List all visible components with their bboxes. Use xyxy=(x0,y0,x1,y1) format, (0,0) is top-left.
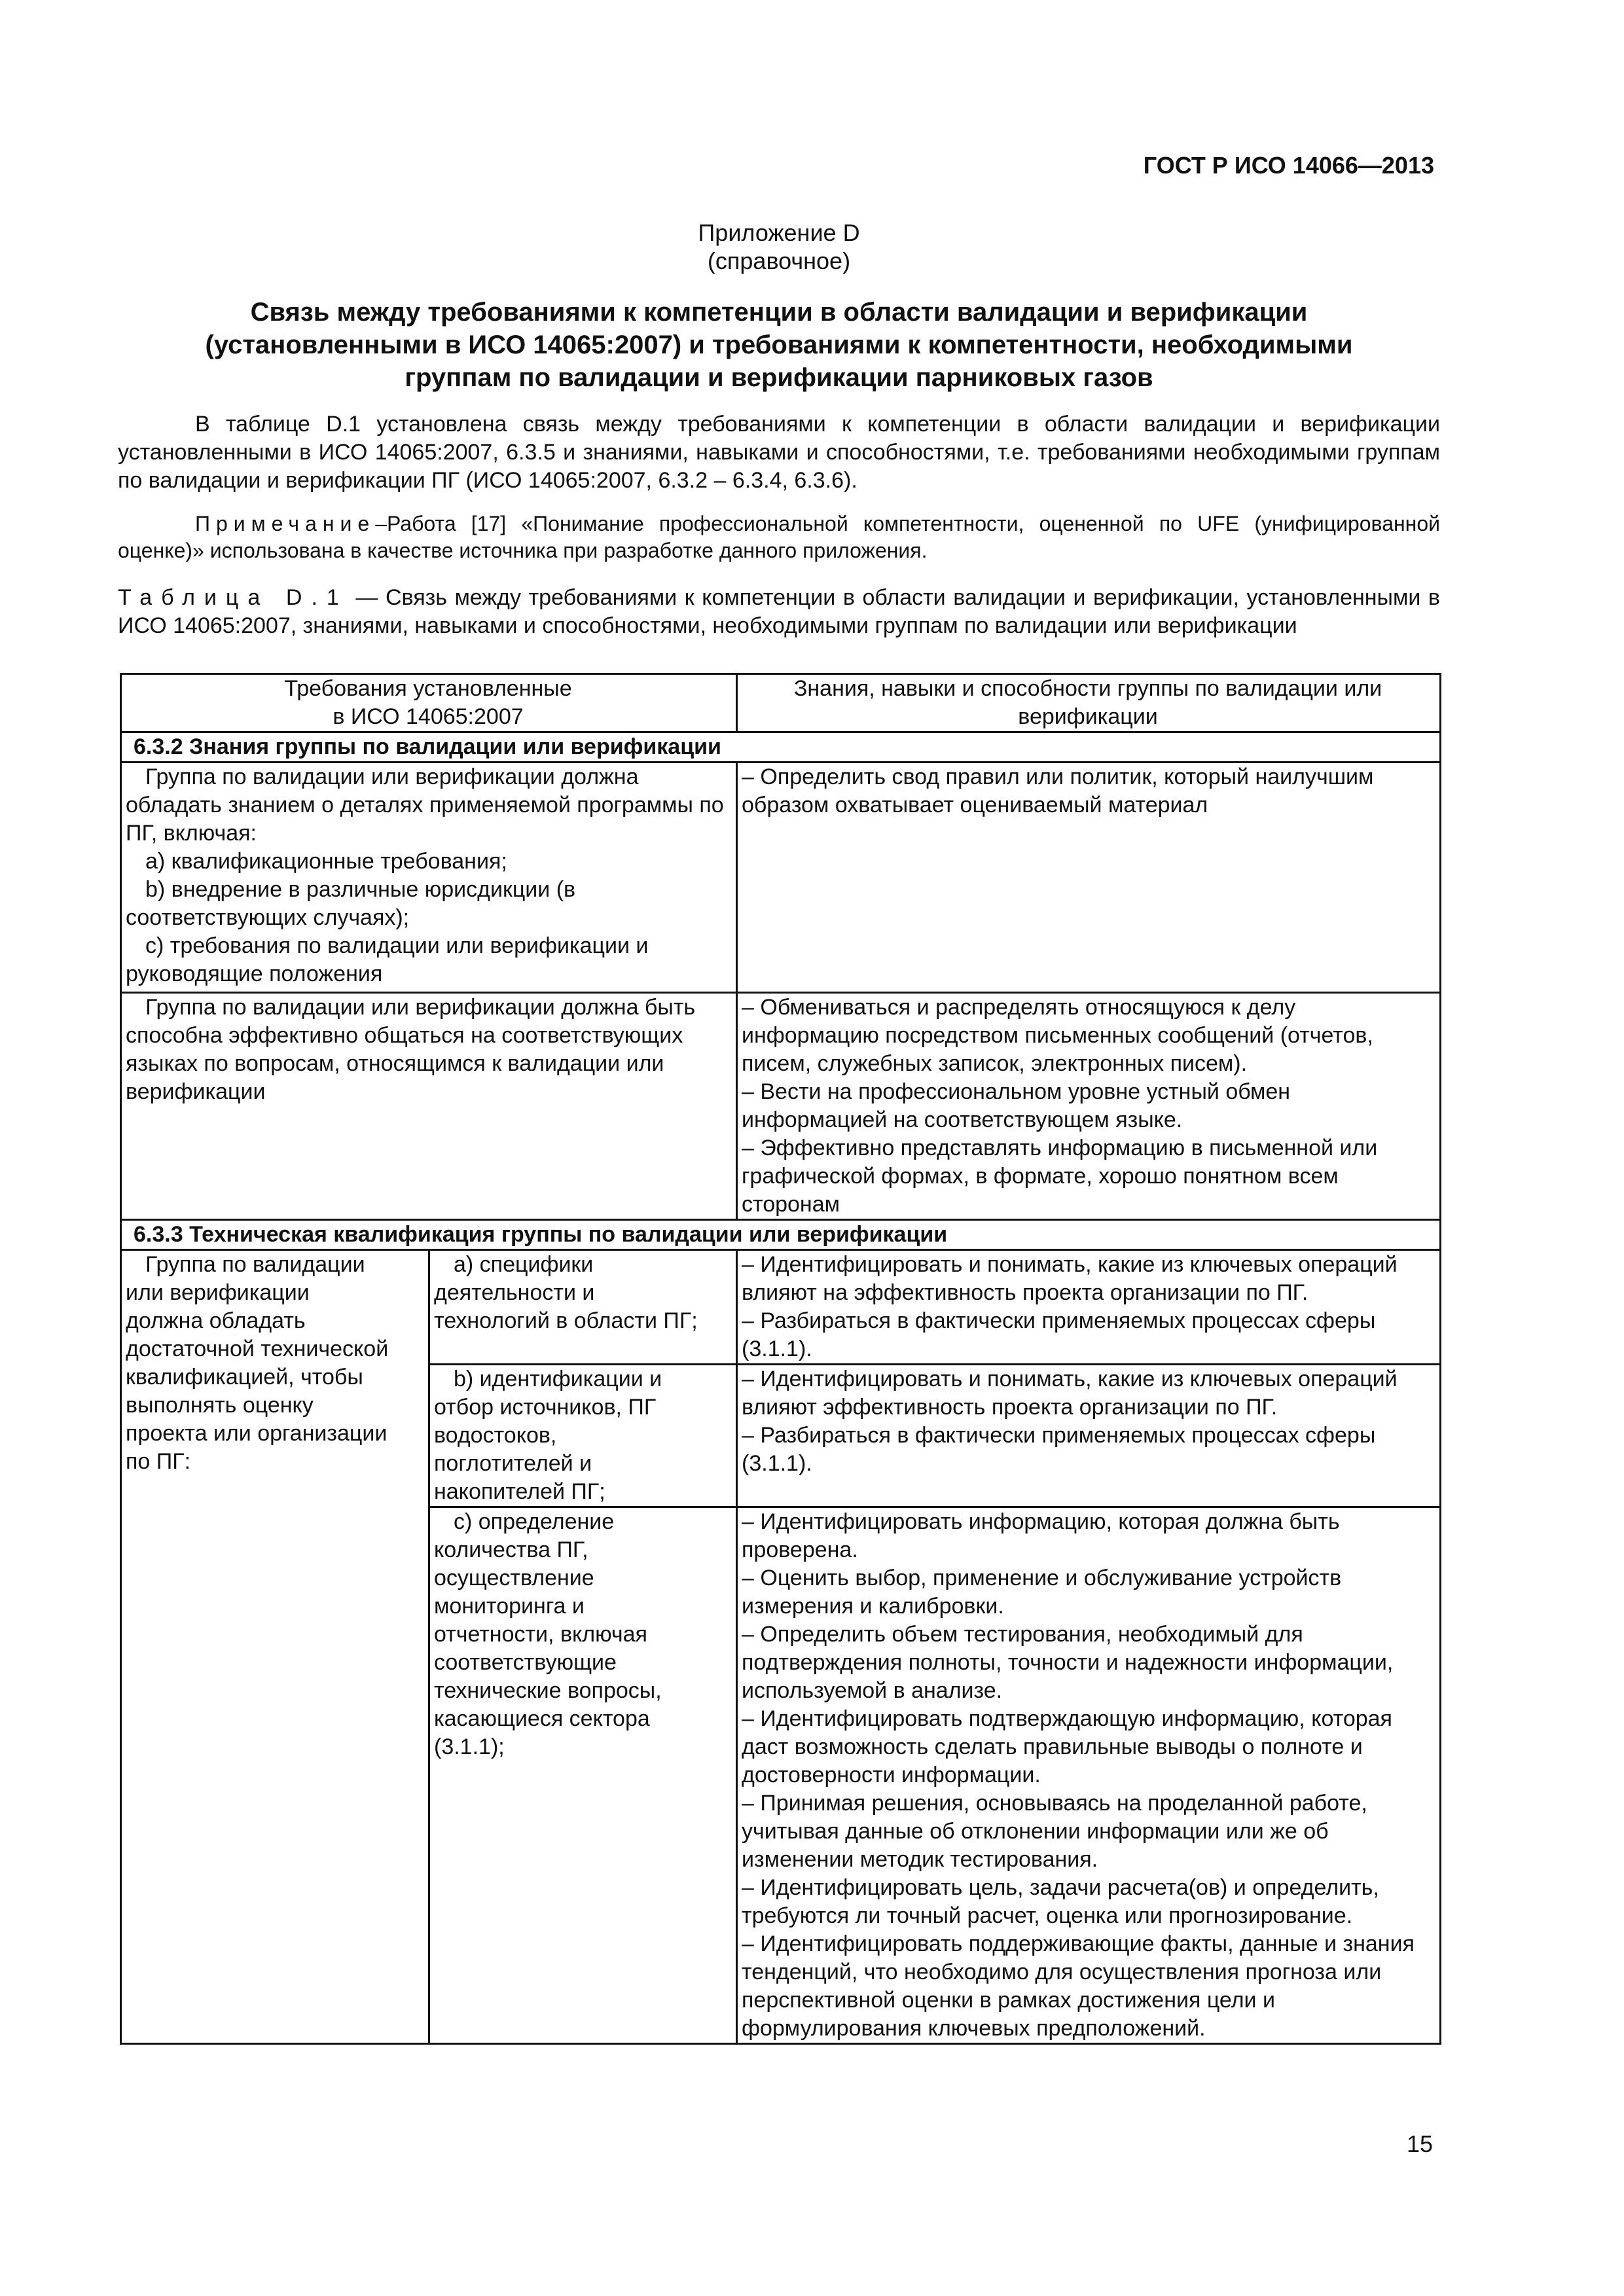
header-line: Знания, навыки и способности группы по валидации или xyxy=(793,676,1382,701)
requirement-item: a) квалификационные требования; xyxy=(145,849,507,874)
annex-type: (справочное) xyxy=(707,247,851,274)
skills-cell xyxy=(737,1507,1441,2044)
skills-cell xyxy=(737,993,1441,1220)
heading-line: (установленными в ИСО 14065:2007) и требованиями к компетентности, необходимыми xyxy=(205,331,1353,359)
header-line: в ИСО 14065:2007 xyxy=(333,704,524,729)
subitem-line: соответствующие xyxy=(434,1650,617,1675)
requirement-line: выполнять оценку xyxy=(126,1393,314,1418)
skill-item: – Идентифицировать информацию, которая должна быть проверена. xyxy=(742,1509,1340,1562)
skill-item: – Разбираться в фактически применяемых процессах сферы (3.1.1). xyxy=(742,1423,1376,1476)
skills-cell xyxy=(737,762,1441,993)
requirement-cell xyxy=(121,1250,429,2044)
note-paragraph xyxy=(118,511,1440,564)
section-row xyxy=(121,1220,1441,1250)
subitem-line: отбор источников, ПГ xyxy=(434,1395,657,1420)
annex-heading xyxy=(118,296,1440,394)
skill-item: – Определить свод правил или политик, который наилучшим образом охватывает оцениваемый материал xyxy=(742,764,1374,817)
page-number: 15 xyxy=(1406,2130,1433,2157)
requirement-line: должна обладать xyxy=(126,1308,306,1333)
subitem-line: накопителей ПГ; xyxy=(434,1479,605,1504)
subitem-cell xyxy=(429,1365,737,1507)
subitem-line: технические вопросы, xyxy=(434,1678,662,1703)
skill-item: – Вести на профессиональном уровне устный обмен информацией на соответствующем языке. xyxy=(742,1079,1291,1132)
skills-cell xyxy=(737,1365,1441,1507)
skill-item: – Эффективно представлять информацию в письменной или графической формах, в формате, хорошо понятном всем сторонам xyxy=(742,1136,1378,1217)
subitem-line: c) определение xyxy=(454,1509,615,1534)
header-skills xyxy=(737,674,1441,732)
skill-item: – Оценить выбор, применение и обслуживание устройств измерения и калибровки. xyxy=(742,1566,1342,1619)
requirement-line: достаточной технической xyxy=(126,1336,389,1361)
competence-table xyxy=(120,673,1441,2045)
annex-label xyxy=(118,219,1440,275)
note-text: –Работа [17] «Понимание профессиональной компетентности, оцененной по UFE (унифицированной оценке)» использована в качестве источника при разработке данного приложения. xyxy=(118,512,1440,562)
requirement-item: b) внедрение в различные юрисдикции (в соответствующих случаях); xyxy=(126,877,576,930)
subitem-line: мониторинга и xyxy=(434,1594,585,1619)
header-line: верификации xyxy=(1018,704,1158,729)
heading-line: группам по валидации и верификации парниковых газов xyxy=(405,363,1153,392)
note-label: Примечание xyxy=(195,512,376,535)
skill-item: – Идентифицировать подтверждающую информацию, которая даст возможность сделать правильные выводы о полноте и достоверности информации. xyxy=(742,1706,1392,1787)
intro-paragraph: В таблице D.1 установлена связь между требованиями к компетенции в области валидации и верификации установленными в ИСО 14065:2007, 6.3.5 и знаниями, навыками и способностями, т.е. требованиями необходимыми группам по валидации и верификации ПГ (ИСО 14065:2007, 6.3.2 – 6.3.4, 6.3.6). xyxy=(118,412,1440,493)
skill-item: – Идентифицировать и понимать, какие из ключевых операций влияют эффективность проекта организации по ПГ. xyxy=(742,1367,1398,1420)
requirement-cell xyxy=(121,993,737,1220)
skill-item: – Идентифицировать и понимать, какие из ключевых операций влияют на эффективность проекта организации по ПГ. xyxy=(742,1252,1398,1305)
skills-cell xyxy=(737,1250,1441,1365)
skill-item: – Определить объем тестирования, необходимый для подтверждения полноты, точности и надежности информации, используемой в анализе. xyxy=(742,1622,1394,1703)
table-caption xyxy=(118,584,1440,640)
table-header-row xyxy=(121,674,1441,732)
subitem-line: водостоков, xyxy=(434,1423,557,1448)
subitem-line: поглотителей и xyxy=(434,1451,592,1476)
requirement-text: Группа по валидации или верификации должна быть способна эффективно общаться на соответствующих языках по вопросам, относящимся к валидации или верификации xyxy=(126,995,696,1104)
requirement-line: по ПГ: xyxy=(126,1449,191,1474)
requirement-text: Группа по валидации или верификации должна обладать знанием о деталях применяемой программы по ПГ, включая: xyxy=(126,764,724,846)
subitem-line: касающиеся сектора xyxy=(434,1706,650,1731)
subitem-cell xyxy=(429,1507,737,2044)
annex-title: Приложение D xyxy=(698,219,860,246)
section-title: 6.3.2 Знания группы по валидации или верификации xyxy=(121,732,1441,762)
requirement-line: или верификации xyxy=(126,1280,310,1305)
requirement-line: Группа по валидации xyxy=(145,1252,365,1277)
table-row xyxy=(121,993,1441,1220)
document-code: ГОСТ Р ИСО 14066—2013 xyxy=(1143,152,1434,179)
requirement-item: c) требования по валидации или верификации и руководящие положения xyxy=(126,933,649,986)
table-row xyxy=(121,762,1441,993)
subitem-line: технологий в области ПГ; xyxy=(434,1308,698,1333)
heading-line: Связь между требованиями к компетенции в области валидации и верификации xyxy=(250,298,1308,327)
skill-item: – Разбираться в фактически применяемых процессах сферы (3.1.1). xyxy=(742,1308,1376,1361)
subitem-line: осуществление xyxy=(434,1566,594,1590)
table-caption-label: Таблица D.1 xyxy=(118,585,348,610)
section-row xyxy=(121,732,1441,762)
subitem-line: (3.1.1); xyxy=(434,1734,505,1759)
skill-item: – Принимая решения, основываясь на проделанной работе, учитывая данные об отклонении информации или же об изменении методик тестирования. xyxy=(742,1791,1367,1872)
header-requirements xyxy=(121,674,737,732)
table-row xyxy=(121,1250,1441,1365)
skill-item: – Идентифицировать поддерживающие факты, данные и знания тенденций, что необходимо для осуществления прогноза или перспективной оценки в рамках достижения цели и формулирования ключевых предположений. xyxy=(742,1931,1415,2041)
subitem-cell xyxy=(429,1250,737,1365)
header-line: Требования установленные xyxy=(284,676,572,701)
subitem-line: деятельности и xyxy=(434,1280,595,1305)
subitem-line: отчетности, включая xyxy=(434,1622,647,1647)
skill-item: – Идентифицировать цель, задачи расчета(ов) и определить, требуются ли точный расчет, оценка или прогнозирование. xyxy=(742,1875,1379,1928)
requirement-line: квалификацией, чтобы xyxy=(126,1365,363,1390)
subitem-line: b) идентификации и xyxy=(454,1367,662,1391)
requirement-cell xyxy=(121,762,737,993)
subitem-line: количества ПГ, xyxy=(434,1537,588,1562)
subitem-line: a) специфики xyxy=(454,1252,594,1277)
table-caption-text: — Связь между требованиями к компетенции в области валидации и верификации, установленными в ИСО 14065:2007, знаниями, навыками и способностями, необходимыми группам по валидации или верификации xyxy=(118,585,1440,638)
skill-item: – Обмениваться и распределять относящуюся к делу информацию посредством письменных сообщений (отчетов, писем, служебных записок, электронных писем). xyxy=(742,995,1373,1076)
section-title: 6.3.3 Техническая квалификация группы по валидации или верификации xyxy=(121,1220,1441,1250)
requirement-line: проекта или организации xyxy=(126,1421,388,1446)
